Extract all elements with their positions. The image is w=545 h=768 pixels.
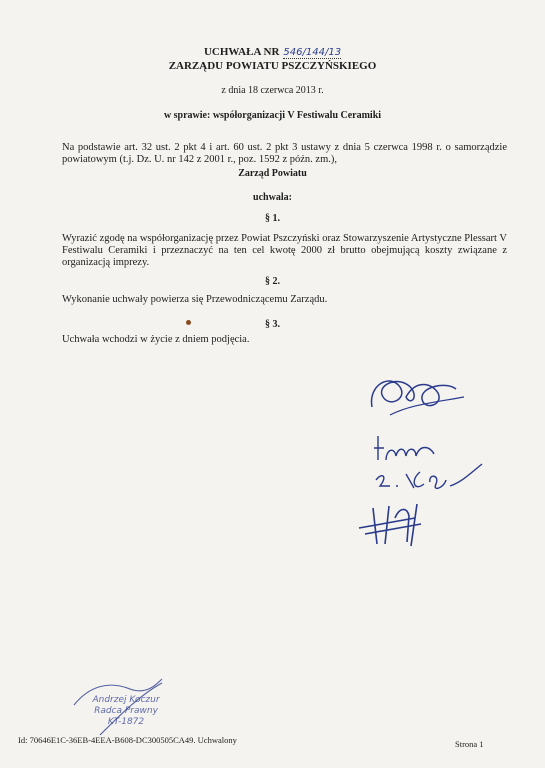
ink-spot xyxy=(186,320,191,325)
document-id: Id: 70646E1C-36EB-4EEA-B608-DC300505CA49. Uchwalony xyxy=(18,735,237,745)
section-3-heading: § 3. xyxy=(265,319,280,330)
section-3-text: Uchwała wchodzi w życie z dniem podjęcia. xyxy=(62,334,250,345)
section-1-heading: § 1. xyxy=(265,213,280,224)
page-number: Strona 1 xyxy=(455,739,484,749)
section-2-text: Wykonanie uchwały powierza się Przewodniczącemu Zarządu. xyxy=(62,294,328,305)
resolves-heading: uchwala: xyxy=(253,192,292,203)
resolution-subject: w sprawie: współorganizacji V Festiwalu Ceramiki xyxy=(163,110,382,121)
section-1-text: Wyrazić zgodę na współorganizację przez Powiat Pszczyński oraz Stowarzyszenie Artystyczne Plessart V Festiwalu Ceramiki i przeznaczyć na ten cel kwotę 2000 zł brutto obejmującą koszty związane z organizacją imprezy. xyxy=(62,233,507,268)
resolution-date: z dnia 18 czerwca 2013 r. xyxy=(221,85,324,96)
stamp-name: Andrzej Koczur xyxy=(92,695,160,705)
signature-4 xyxy=(355,498,455,548)
resolution-title-text: UCHWAŁA NR xyxy=(203,46,280,58)
board-heading: Zarząd Powiatu xyxy=(238,168,307,179)
handwritten-resolution-number: 546/144/13 xyxy=(283,47,342,58)
issuing-body: ZARZĄDU POWIATU PSZCZYŃSKIEGO xyxy=(168,60,377,72)
signature-3 xyxy=(370,458,490,493)
stamp-title: Radca Prawny xyxy=(94,706,158,716)
resolution-title xyxy=(0,46,545,58)
legal-basis: Na podstawie art. 32 ust. 2 pkt 4 i art. 60 ust. 2 pkt 3 ustawy z dnia 5 czerwca 1998 r. o samorządzie powiatowym (t.j. Dz. U. nr 142 z 2001 r., poz. 1592 z późn. zm.), xyxy=(62,142,507,165)
stamp-registry: KT-1872 xyxy=(107,717,145,727)
signature-1 xyxy=(360,365,480,425)
section-2-heading: § 2. xyxy=(265,276,280,287)
